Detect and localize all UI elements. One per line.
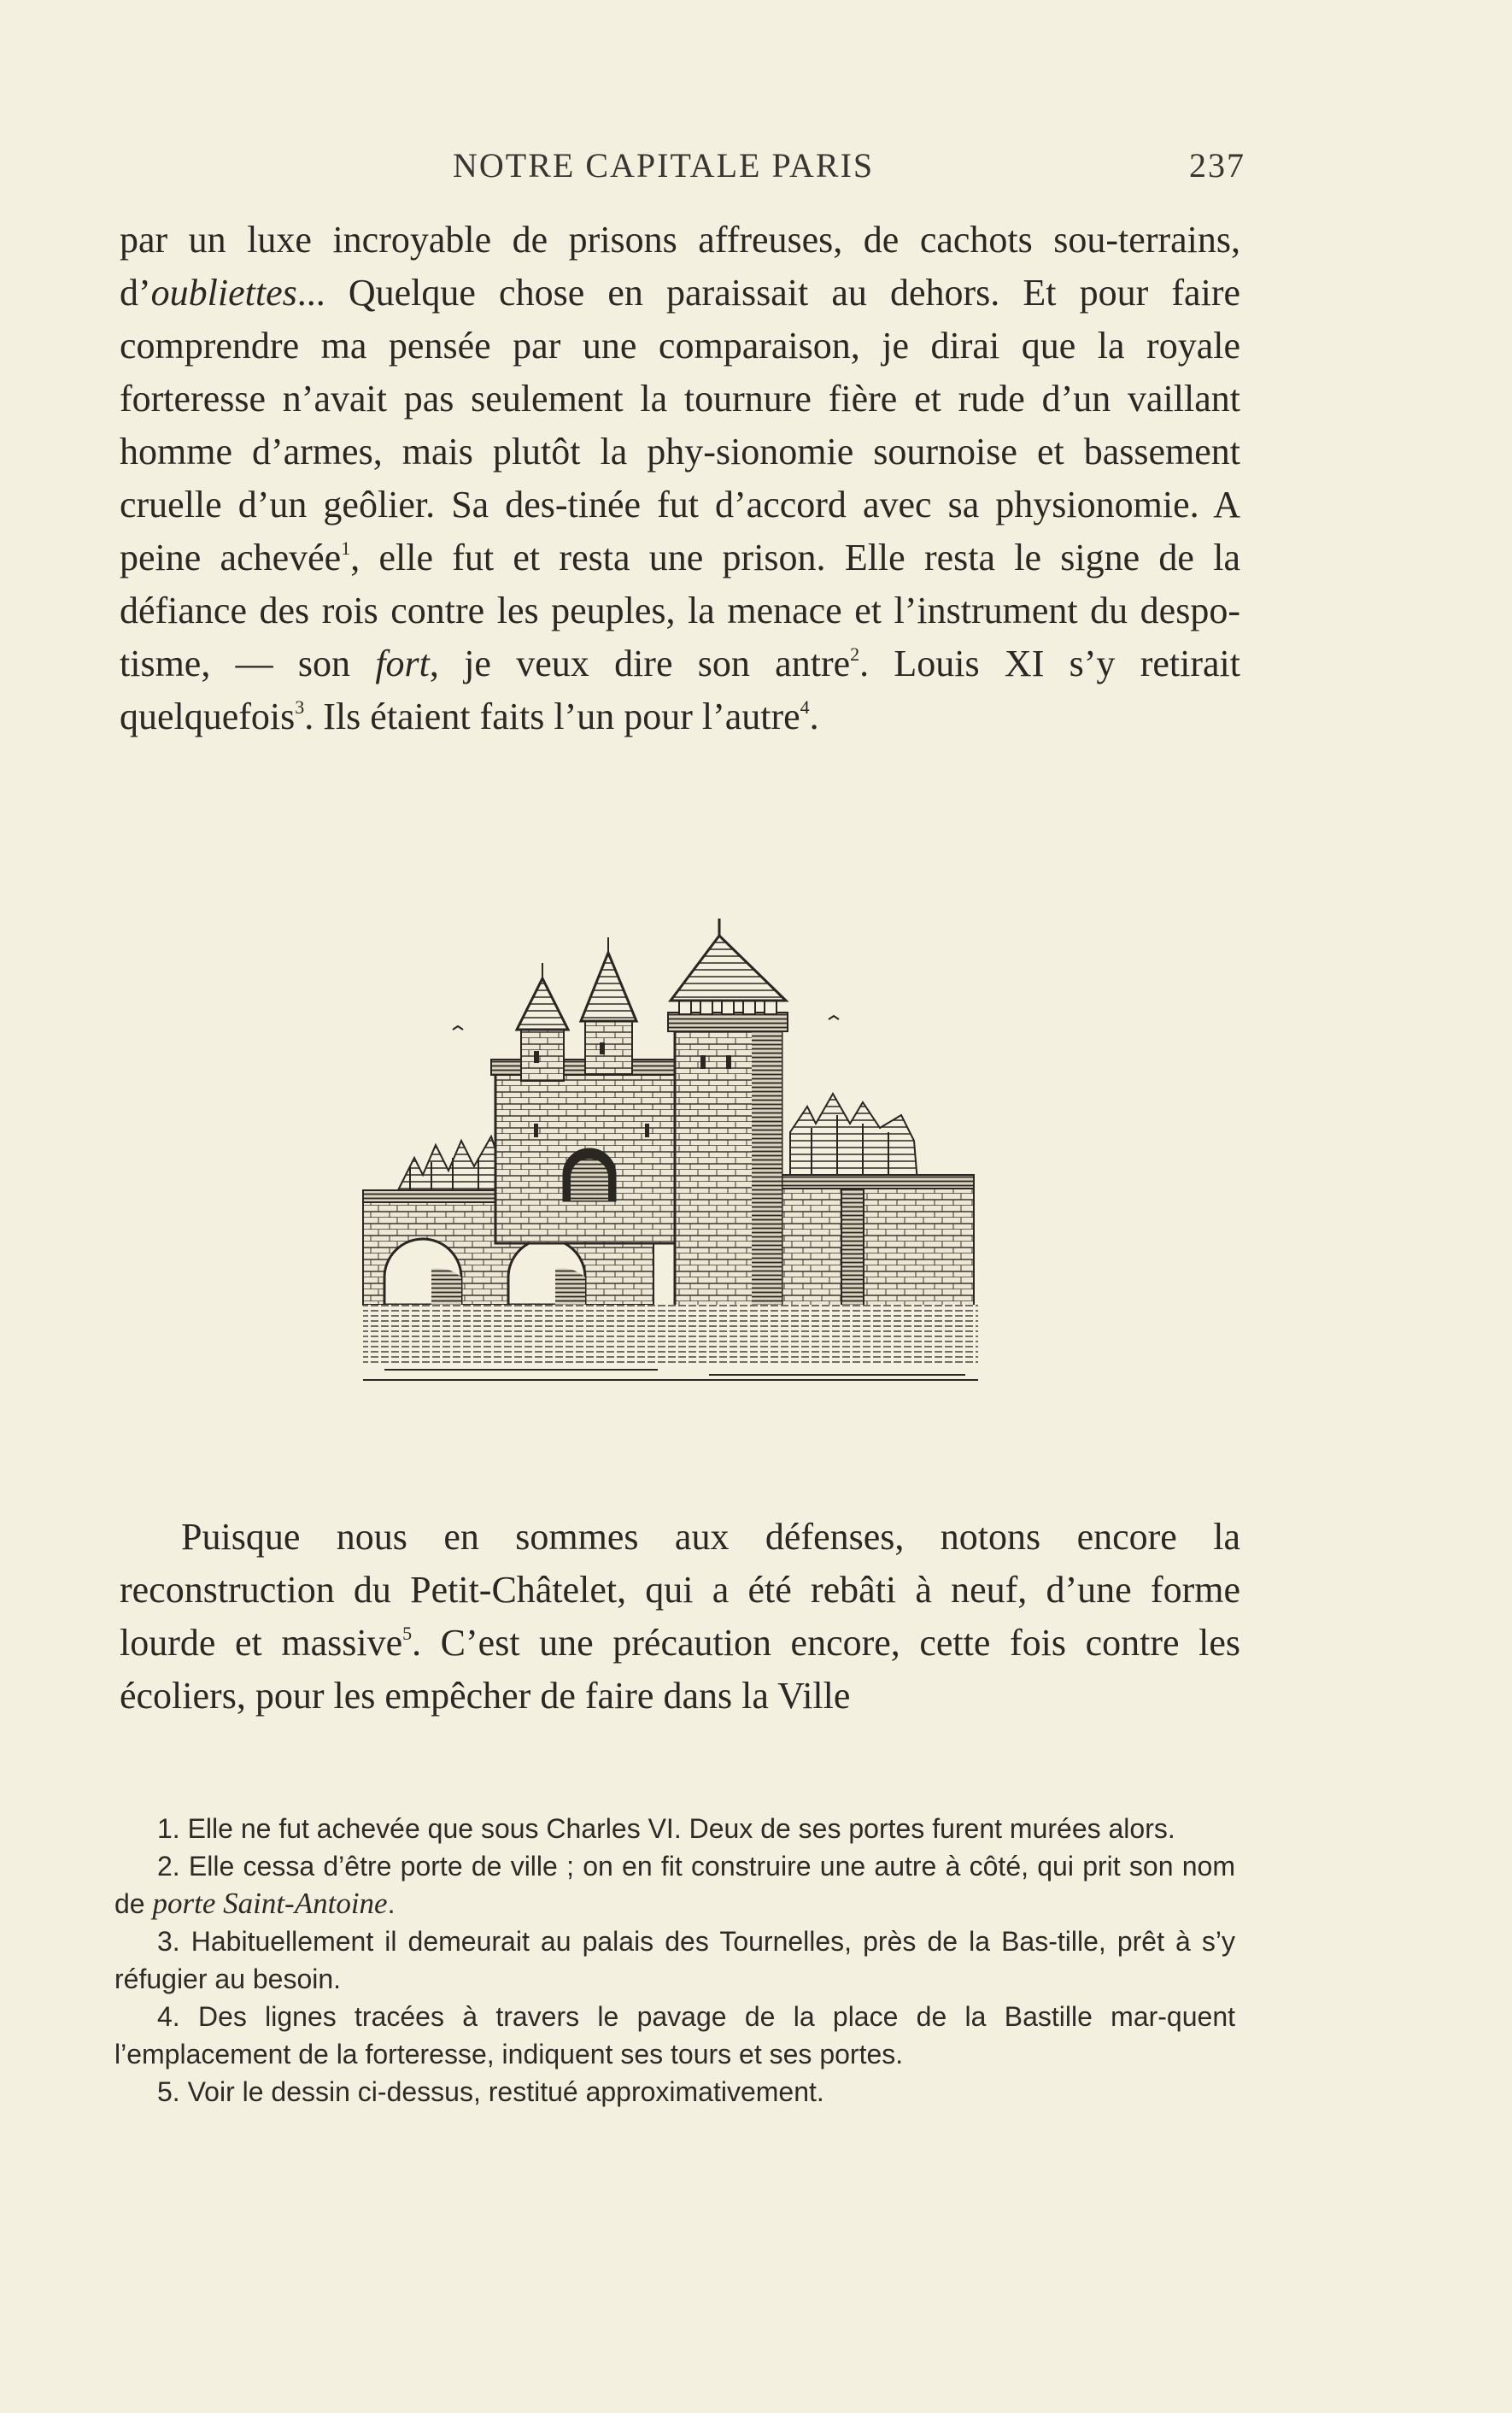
footnote-text: . xyxy=(387,1888,396,1919)
running-title: NOTRE CAPITALE PARIS xyxy=(453,146,875,185)
footnote-ref-5: 5 xyxy=(402,1623,413,1644)
italic-term: fort xyxy=(375,643,430,684)
footnote-text: 1. Elle ne fut achevée que sous Charles VI. Deux de ses portes furent murées alors. xyxy=(157,1813,1175,1844)
footnote-ref-4: 4 xyxy=(800,696,810,718)
text-run: , je veux dire son antre xyxy=(429,643,851,684)
paragraph-bottom xyxy=(120,1511,1240,1723)
footnote-italic: porte Saint-Antoine xyxy=(152,1887,388,1920)
italic-term: oubliettes xyxy=(150,272,297,314)
footnote-3 xyxy=(114,1923,1235,1998)
text-run: ... Quelque chose en paraissait au dehors. Et pour faire comprendre ma pensée par une comparaison, je dirai que la royale forteresse n’avait pas seulement la tournure fière et rude d’un vaillant homme d’armes, mais plutôt la phy-sionomie sournoise et bassement cruelle d’un geôlier. Sa des-tinée fut d’accord avec sa physionomie. A peine achevée xyxy=(120,272,1240,578)
text-run: par un luxe incroyable de prisons affreuses, de cachots sou-terrains, d’ xyxy=(120,219,1240,314)
paragraph-bottom-text xyxy=(120,1511,1240,1723)
footnote-ref-3: 3 xyxy=(295,696,305,718)
footnote-ref-1: 1 xyxy=(341,537,351,559)
text-run: . xyxy=(809,696,819,737)
footnote-text: 2. Elle cessa d’être porte de ville ; on en fit construire une autre à côté, qui prit son nom de xyxy=(114,1851,1235,1919)
footnote-4 xyxy=(114,1998,1235,2073)
fortified-gate-engraving-icon xyxy=(350,919,1008,1397)
paragraph-top xyxy=(120,214,1240,743)
text-run: . C’est une précaution encore, cette fois contre les écoliers, pour les empêcher de faire dans la Ville xyxy=(120,1622,1240,1717)
footnote-ref-2: 2 xyxy=(850,643,860,665)
footnote-text: 4. Des lignes tracées à travers le pavage de la place de la Bastille mar-quent l’emplacement de la forteresse, indiquent ses tours et ses portes. xyxy=(114,2001,1235,2070)
paragraph-top-text xyxy=(120,214,1240,743)
text-run: , elle fut et resta une prison. Elle resta le signe de la défiance des rois contre les peuples, la menace et l’instrument du despo-tisme, — son xyxy=(120,537,1240,684)
page-number: 237 xyxy=(1189,146,1245,185)
text-run: . Ils étaient faits l’un pour l’autre xyxy=(304,696,800,737)
footnote-1 xyxy=(114,1810,1235,1847)
footnote-5 xyxy=(114,2073,1235,2111)
footnote-text: 3. Habituellement il demeurait au palais des Tournelles, près de la Bas-tille, prêt à s’y réfugier au besoin. xyxy=(114,1926,1235,1994)
footnotes xyxy=(114,1810,1235,2111)
footnote-text: 5. Voir le dessin ci-dessus, restitué approximativement. xyxy=(157,2076,824,2107)
text-run: . Louis XI s’y retirait quelquefois xyxy=(120,643,1240,737)
text-run: Puisque nous en sommes aux défenses, notons encore la reconstruction du Petit-Châtelet, qui a été rebâti à neuf, d’une forme lourde et massive xyxy=(120,1516,1240,1664)
footnote-2 xyxy=(114,1847,1235,1923)
